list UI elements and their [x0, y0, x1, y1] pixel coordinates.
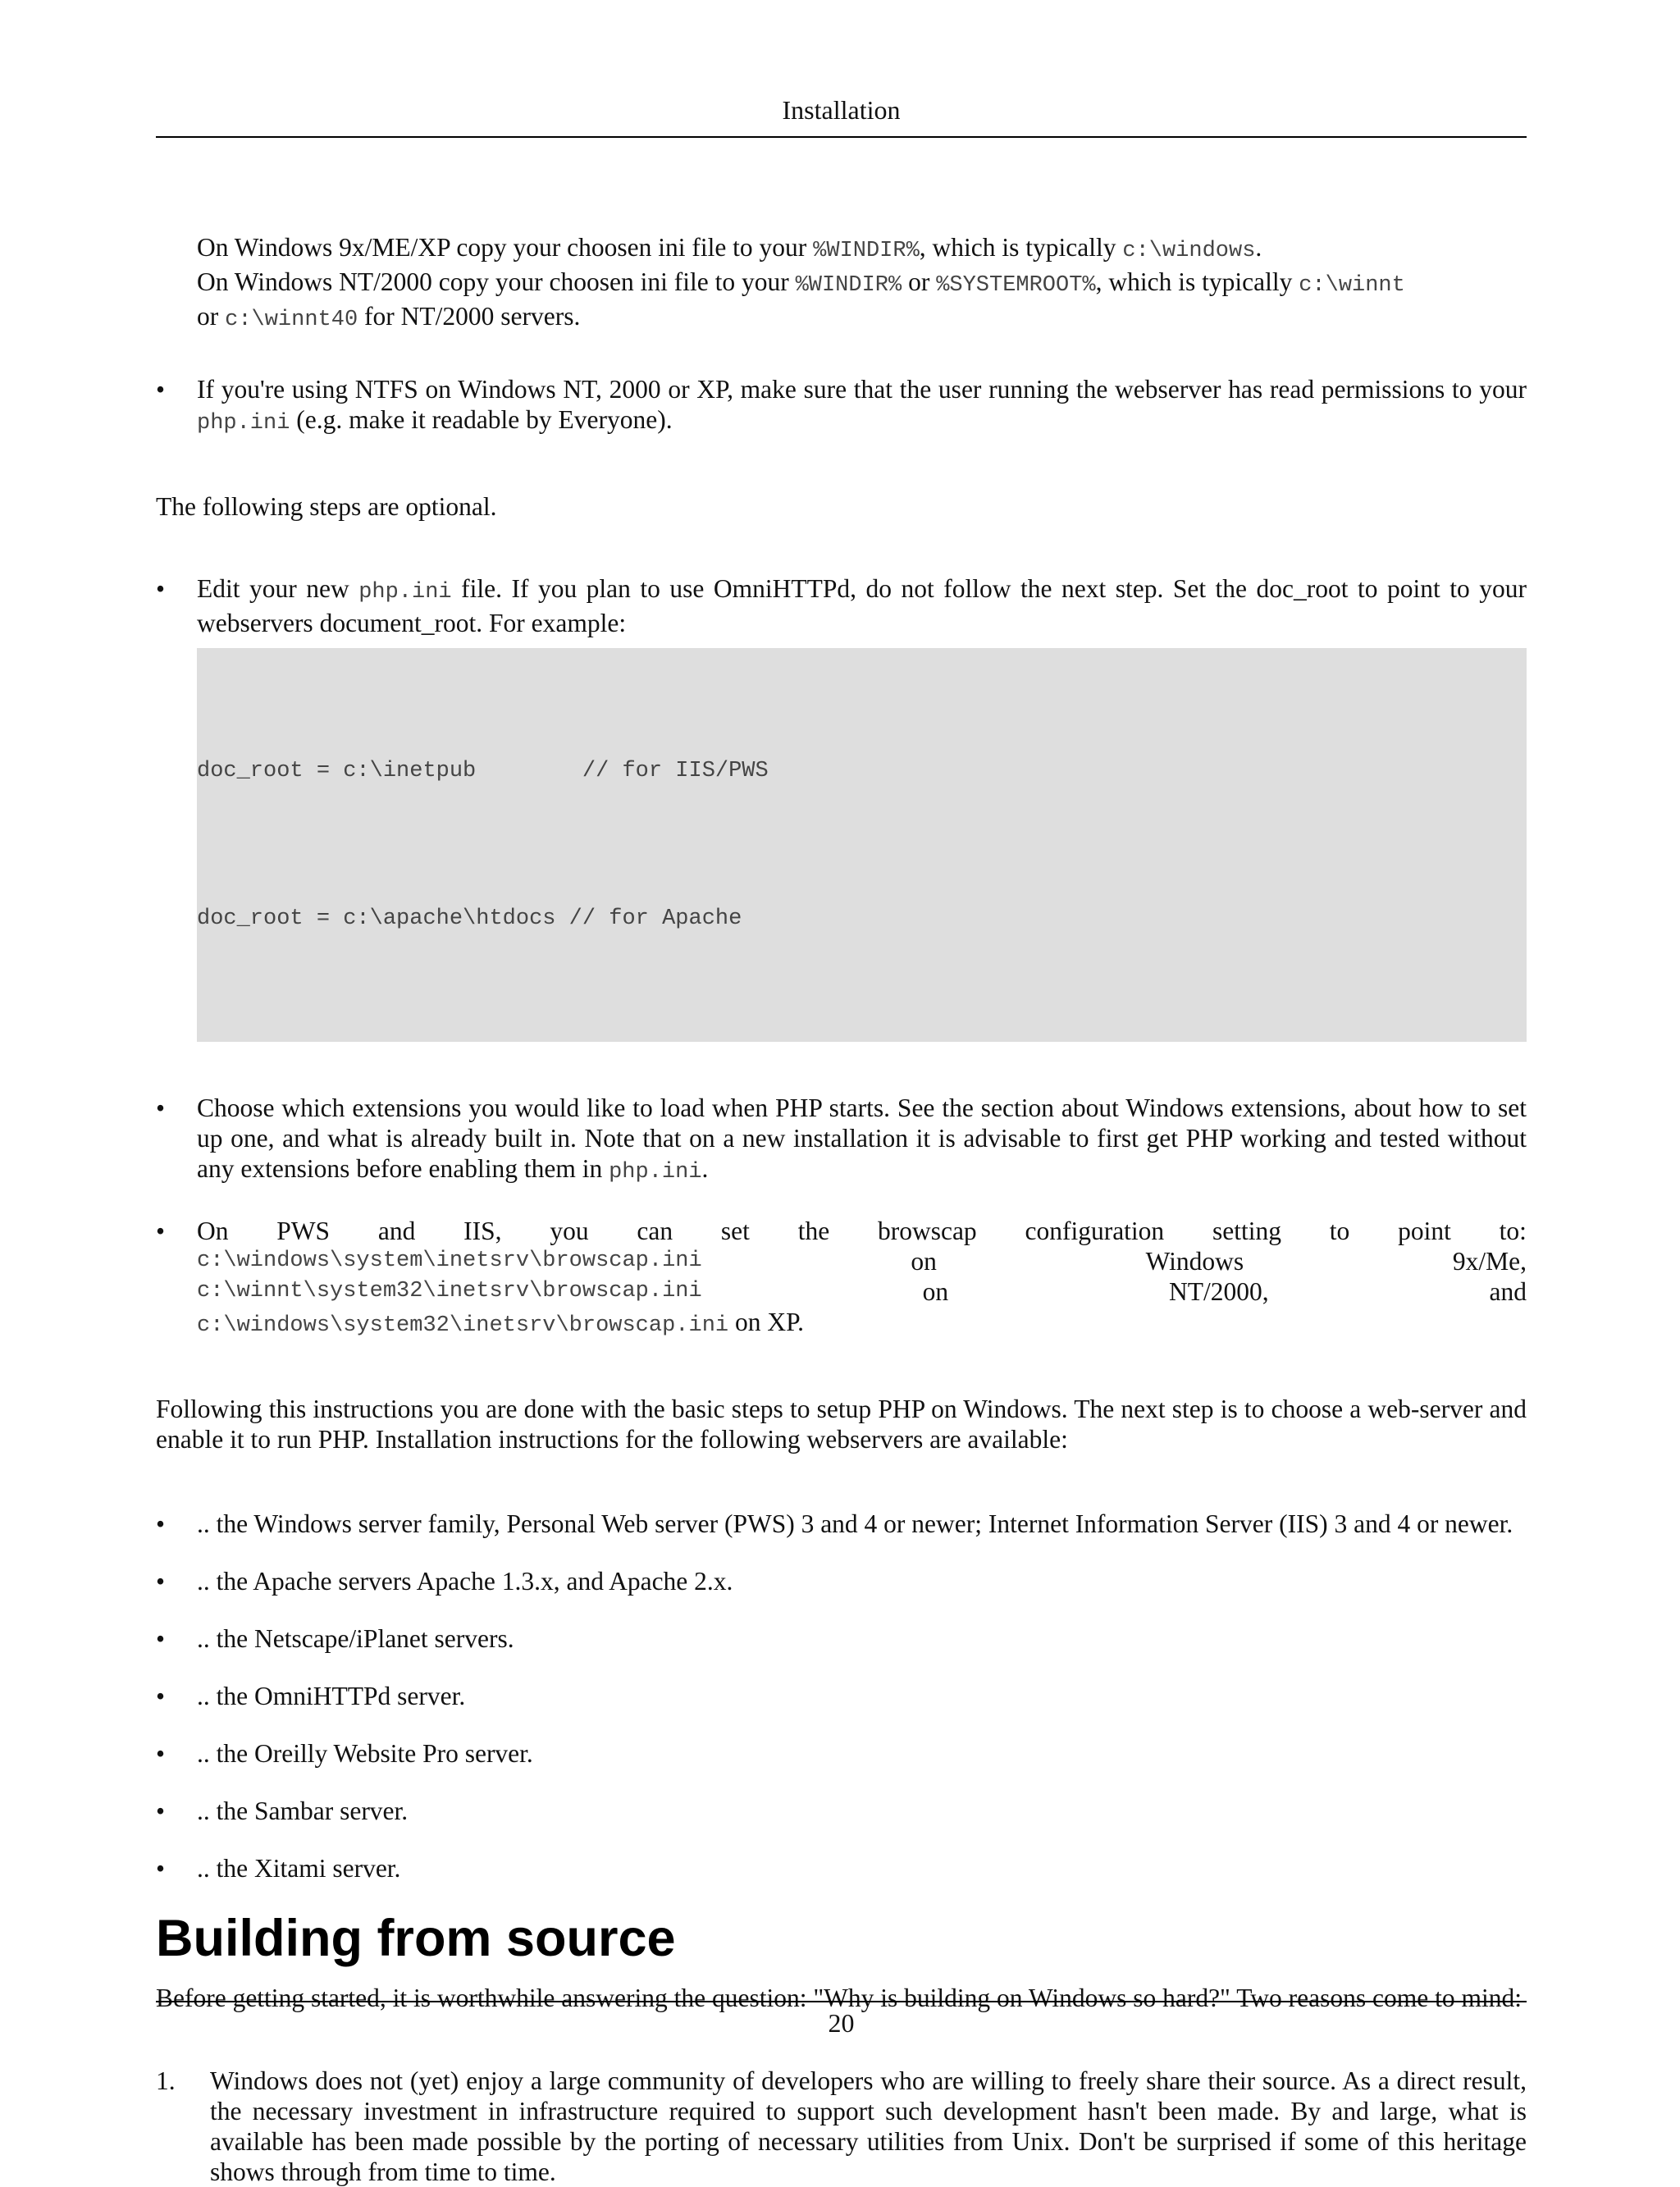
running-header: Installation [782, 95, 901, 125]
page-number: 20 [828, 2008, 855, 2038]
bullet-glyph: • [156, 1682, 166, 1710]
browscap-item [156, 1216, 1527, 1341]
inline-code: %SYSTEMROOT% [936, 273, 1096, 298]
bullet-glyph: • [156, 1624, 166, 1653]
inline-code: c:\windows [1122, 239, 1256, 263]
inline-code: c:\windows\system\inetsrv\browscap.ini [197, 1249, 702, 1273]
section-heading: Building from source [156, 1910, 676, 1967]
inline-code: php.ini [609, 1160, 702, 1185]
inline-code: c:\winnt [1299, 273, 1405, 298]
browscap-line-3: c:\winnt\system32\inetsrv\browscap.ini on NT/2000, and [197, 1277, 1527, 1306]
bullet-glyph: • [156, 1854, 166, 1883]
webserver-list [156, 1509, 1527, 1883]
bullet-glyph: • [156, 1094, 166, 1122]
following-paragraph: Following this instructions you are done with the basic steps to setup PHP on Windows. The next step is to choose a web-server and enable it to run PHP. Installation instructions for the following webservers are available: [156, 1395, 1527, 1454]
bullet-glyph: • [156, 1217, 166, 1245]
inline-code: %WINDIR% [813, 239, 920, 263]
inline-code: c:\winnt\system32\inetsrv\browscap.ini [197, 1279, 702, 1304]
page-content [156, 232, 1527, 2187]
section-intro: Before getting started, it is worthwhile answering the question: "Why is building on Windows so hard?" Two reasons come to mind: [156, 1984, 1522, 2012]
list-item: • .. the Netscape/iPlanet servers. [156, 1624, 514, 1653]
inline-code: php.ini [358, 580, 452, 605]
doc-root-code-block [197, 648, 1527, 1042]
code-line: doc_root = c:\apache\htdocs // for Apache [197, 906, 742, 931]
intro-paragraph: On Windows 9x/ME/XP copy your choosen ini file to your %WINDIR%, which is typically c:\windows. On Windows NT/2000 copy your choosen ini file to your %WINDIR% or %SYSTEMROOT%, which is typically c:\winnt or c:\winnt40 for NT/2000 servers. [197, 233, 1405, 332]
list-number: 1. [156, 2066, 176, 2095]
reason-item: 1. Windows does not (yet) enjoy a large community of developers who are willing to freely share their source. As a direct result, the necessary investment in infrastructure required to support such development hasn't been made. By and large, what is available has been made possible by the porting of necessary utilities from Unix. Don't be surprised if some of this heritage shows through from time to time. [156, 2066, 1527, 2186]
bullet-glyph: • [156, 1567, 166, 1596]
inline-code: php.ini [197, 411, 290, 436]
ntfs-bullet-item: • If you're using NTFS on Windows NT, 2000 or XP, make sure that the user running the webserver has read permissions to your php.ini (e.g. make it readable by Everyone). [156, 375, 1527, 436]
bullet-glyph: • [156, 375, 166, 404]
list-item: • .. the Sambar server. [156, 1797, 409, 1825]
footer-rule [156, 2001, 1527, 2002]
browscap-line-4: c:\windows\system32\inetsrv\browscap.ini on XP. [197, 1308, 805, 1338]
inline-code: %WINDIR% [795, 273, 902, 298]
inline-code: c:\winnt40 [225, 308, 358, 332]
optional-steps-intro: The following steps are optional. [156, 492, 497, 521]
inline-code: c:\windows\system32\inetsrv\browscap.ini [197, 1313, 729, 1338]
bullet-glyph: • [156, 574, 166, 603]
browscap-line-2: c:\windows\system\inetsrv\browscap.ini on Windows 9x/Me, [197, 1247, 1527, 1276]
list-item: • .. the Xitami server. [156, 1854, 401, 1883]
extensions-item: • Choose which extensions you would like to load when PHP starts. See the section about Windows extensions, about how to set up one, and what is already built in. Note that on a new installation it is advisable to first get PHP working and tested without any extensions before enabling them in php.ini. [156, 1094, 1527, 1185]
bullet-glyph: • [156, 1739, 166, 1768]
list-item: • .. the Windows server family, Personal Web server (PWS) 3 and 4 or newer; Internet Information Server (IIS) 3 and 4 or newer. [156, 1509, 1513, 1538]
header-rule [156, 136, 1527, 138]
edit-php-ini-item: • Edit your new php.ini file. If you plan to use OmniHTTPd, do not follow the next step. Set the doc_root to point to your webservers document_root. For example: [156, 574, 1527, 637]
list-item: • .. the Apache servers Apache 1.3.x, and Apache 2.x. [156, 1567, 733, 1596]
browscap-line-1: On PWS and IIS, you can set the browscap configuration setting to point to: [197, 1217, 1527, 1245]
list-item: • .. the Oreilly Website Pro server. [156, 1739, 533, 1768]
list-item: • .. the OmniHTTPd server. [156, 1682, 466, 1710]
code-line: doc_root = c:\inetpub // for IIS/PWS [197, 759, 769, 783]
document-page [156, 0, 1527, 2186]
bullet-glyph: • [156, 1797, 166, 1825]
bullet-glyph: • [156, 1509, 166, 1538]
